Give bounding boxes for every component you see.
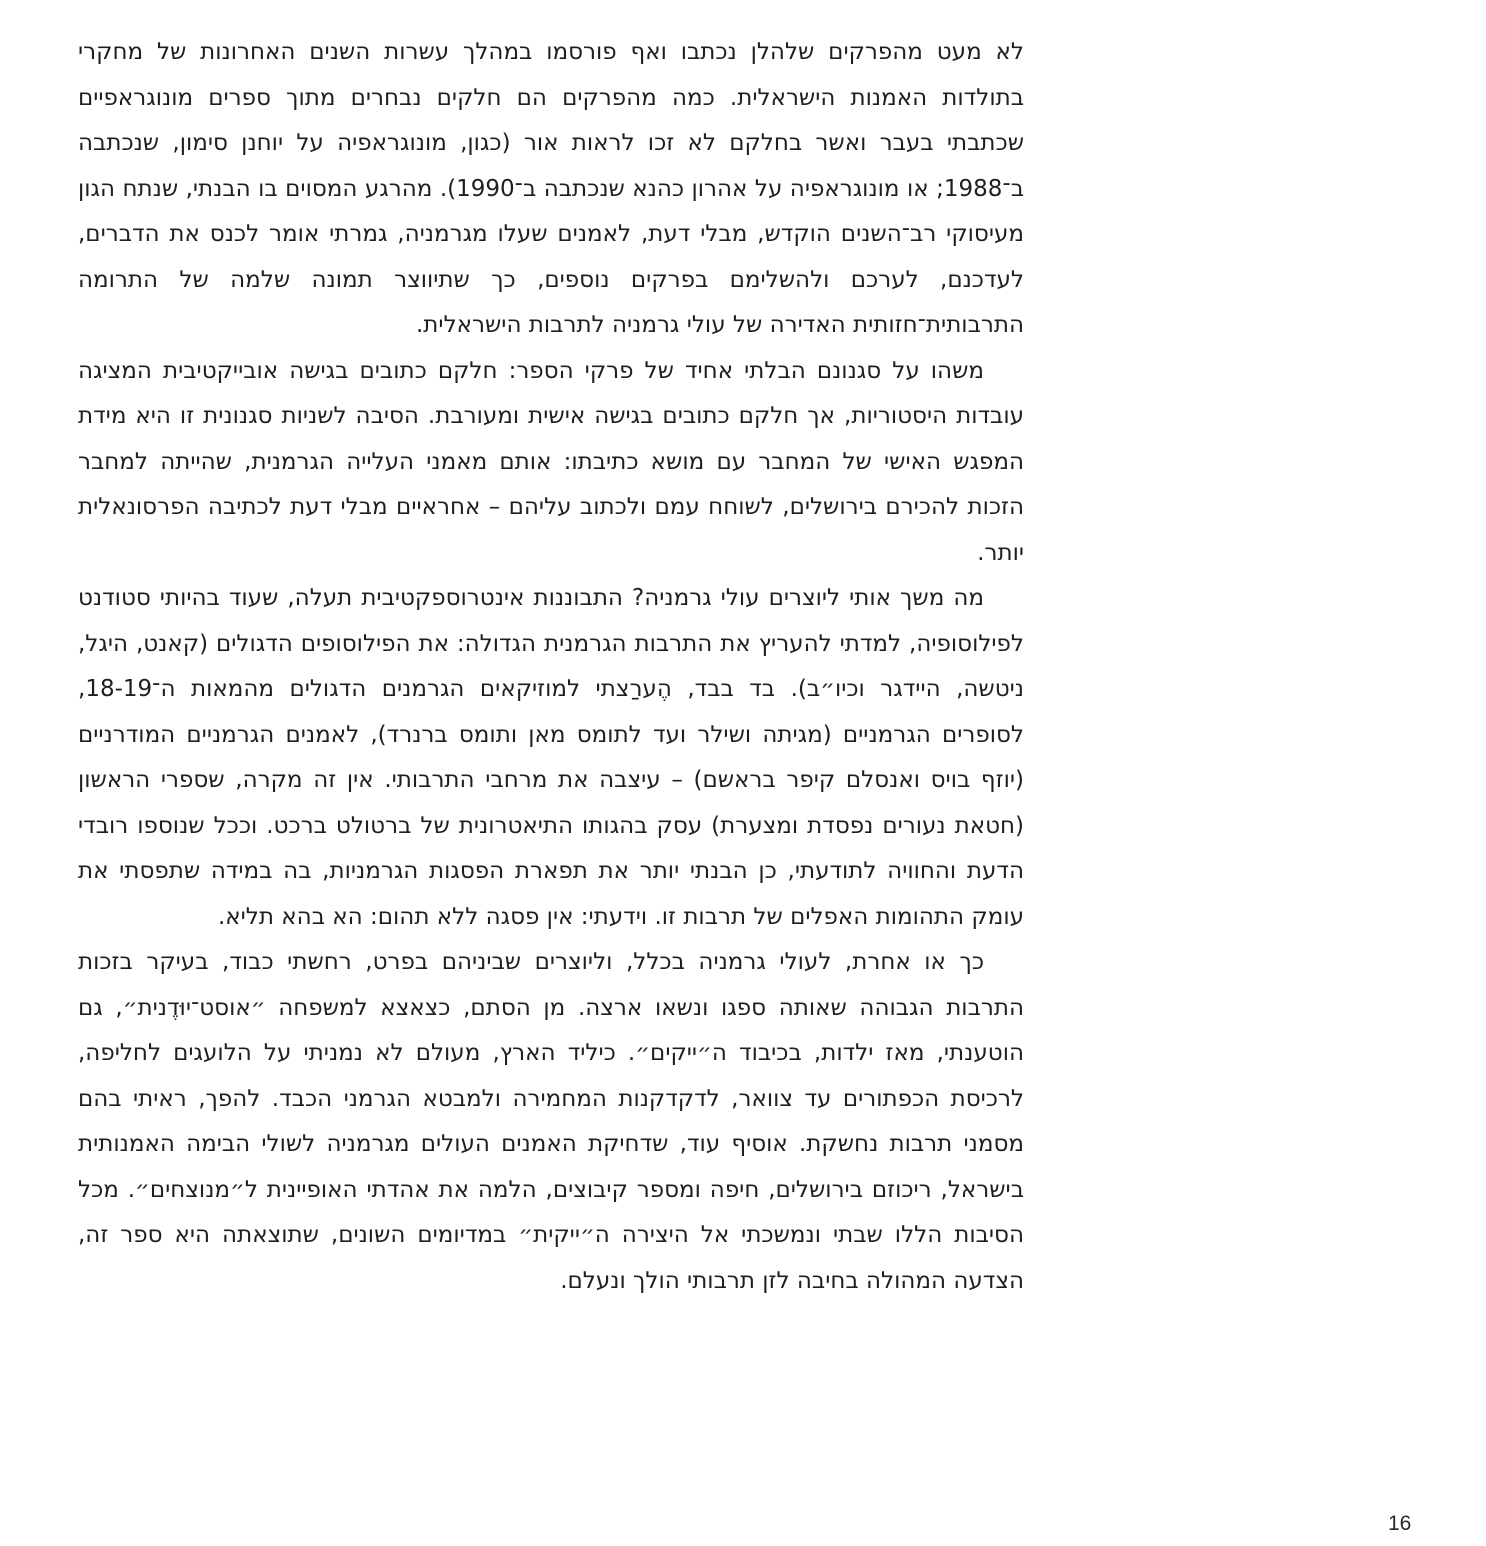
paragraph-1: לא מעט מהפרקים שלהלן נכתבו ואף פורסמו במהלך עשרות השנים האחרונות של מחקרי בתולדות האמנות הישראלית. כמה מהפרקים הם חלקים נבחרים מתוך ספרים מונוגראפיים שכתבתי בעבר ואשר בחלקם לא זכו לראות אור (כגון, מונוגראפיה על יוחנן סימון, שנכתבה ב־1988; או מונוגראפיה על אהרון כהנא שנכתבה ב־1990). מהרגע המסוים בו הבנתי, שנתח הגון מעיסוקי רב־השנים הוקדש, מבלי דעת, לאמנים שעלו מגרמניה, גמרתי אומר לכנס את הדברים, לעדכנם, לערכם ולהשלימם בפרקים נוספים, כך שתיווצר תמונה שלמה של התרומה התרבותית־חזותית האדירה של עולי גרמניה לתרבות הישראלית. bbox=[78, 39, 1024, 338]
body-text bbox=[78, 30, 1024, 1304]
paragraph-4: כך או אחרת, לעולי גרמניה בכלל, וליוצרים שביניהם בפרט, רחשתי כבוד, בעיקר בזכות התרבות הגבוהה שאותה ספגו ונשאו ארצה. מן הסתם, כצאצא למשפחה ״אוסט־יוּדֶנית״, גם הוטענתי, מאז ילדות, בכיבוד ה״ייקים״. כיליד הארץ, מעולם לא נמניתי על הלועגים לחליפה, לרכיסת הכפתורים עד צוואר, לדקדקנות המחמירה ולמבטא הגרמני הכבד. להפך, ראיתי בהם מסמני תרבות נחשקת. אוסיף עוד, שדחיקת האמנים העולים מגרמניה לשולי הבימה האמנותית בישראל, ריכוזם בירושלים, חיפה ומספר קיבוצים, הלמה את אהדתי האופיינית ל״מנוצחים״. מכל הסיבות הללו שבתי ונמשכתי אל היצירה ה״ייקית״ במדיומים השונים, שתוצאתה היא ספר זה, הצדעה המהולה בחיבה לזן תרבותי הולך ונעלם. bbox=[78, 949, 1024, 1294]
paragraph-3: מה משך אותי ליוצרים עולי גרמניה? התבוננות אינטרוספקטיבית תעלה, שעוד בהיותי סטודנט לפילוסופיה, למדתי להעריץ את התרבות הגרמנית הגדולה: את הפילוסופים הדגולים (קאנט, היגל, ניטשה, היידגר וכיו״ב). בד בבד, הֶערַצתי למוזיקאים הגרמנים הדגולים מהמאות ה־18-19, לסופרים הגרמניים (מגיתה ושילר ועד לתומס מאן ותומס ברנרד), לאמנים הגרמניים המודרניים (יוזף בויס ואנסלם קיפר בראשם) – עיצבה את מרחבי התרבותי. אין זה מקרה, שספרי הראשון (חטאת נעורים נפסדת ומצערת) עסק בהגותו התיאטרונית של ברטולט ברכט. וככל שנוספו רובדי הדעת והחוויה לתודעתי, כן הבנתי יותר את תפארת הפסגות הגרמניות, בה במידה שתפסתי את עומק התהומות האפלים של תרבות זו. וידעתי: אין פסגה ללא תהום: הא בהא תליא. bbox=[78, 585, 1024, 930]
page-number: 16 bbox=[1388, 1512, 1412, 1535]
paragraph-2: משהו על סגנונם הבלתי אחיד של פרקי הספר: חלקם כתובים בגישה אובייקטיבית המציגה עובדות היסטוריות, אך חלקם כתובים בגישה אישית ומעורבת. הסיבה לשניות סגנונית זו היא מידת המפגש האישי של המחבר עם מושא כתיבתו: אותם מאמני העלייה הגרמנית, שהייתה למחבר הזכות להכירם בירושלים, לשוחח עמם ולכתוב עליהם – אחראיים מבלי דעת לכתיבה הפרסונאלית יותר. bbox=[78, 357, 1024, 566]
